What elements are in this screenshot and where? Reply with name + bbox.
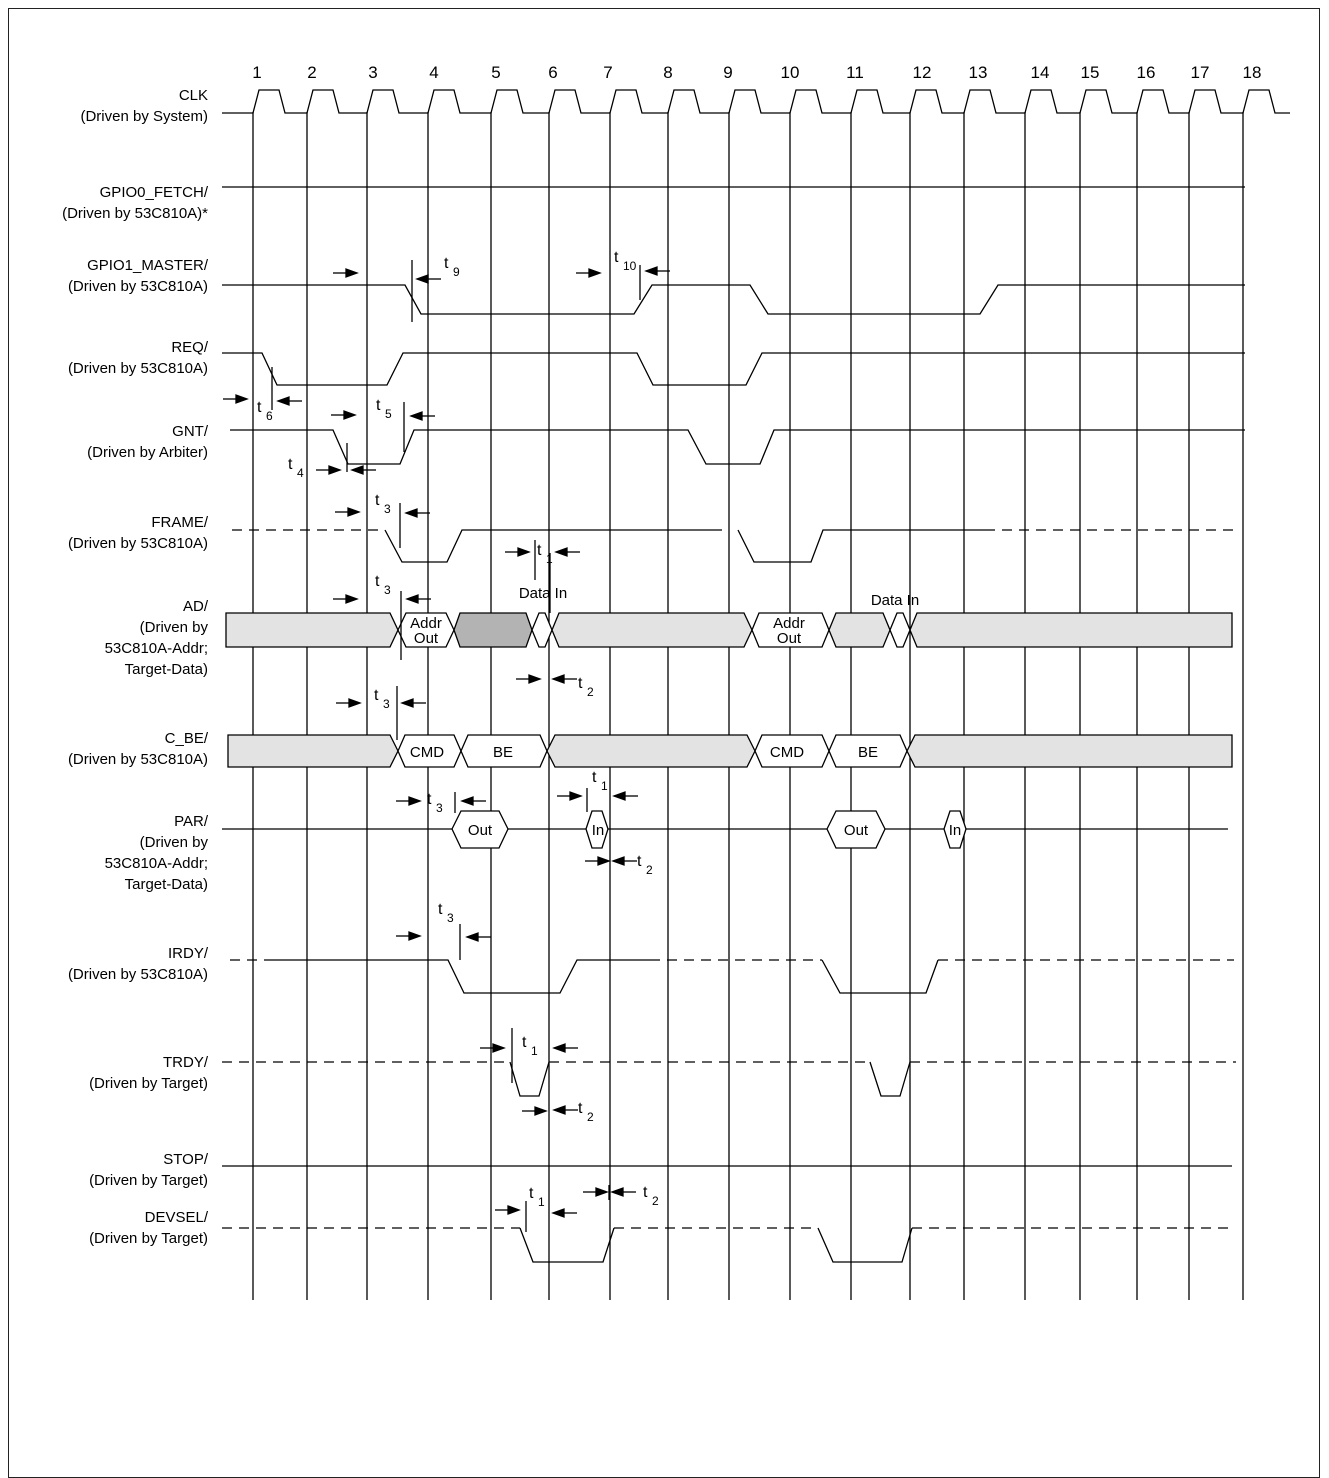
signal-label-devsel: DEVSEL/ xyxy=(144,1209,208,1226)
arrow-t1-par-out xyxy=(614,792,625,800)
ad-segment-post xyxy=(910,613,1232,647)
label-t1-trdy-sub: 1 xyxy=(531,1044,538,1058)
ad-data-in-label-1: Data In xyxy=(518,585,568,602)
arrow-t2-devsel-in xyxy=(596,1188,607,1196)
arrow-t9-in xyxy=(346,269,357,277)
label-t2-devsel-t: t xyxy=(643,1184,648,1201)
signal-sublabel-gpio0-0: (Driven by 53C810A)* xyxy=(62,205,208,222)
label-t3-frame-sub: 3 xyxy=(384,502,391,516)
devsel-waveform-1 xyxy=(520,1228,614,1262)
gnt-waveform xyxy=(230,430,1245,464)
signal-sublabel-trdy-0: (Driven by Target) xyxy=(89,1075,208,1092)
clock-number-13: 13 xyxy=(968,63,988,82)
clock-number-9: 9 xyxy=(723,63,733,82)
arrow-t3-ad-out xyxy=(407,595,418,603)
label-t1-par-t: t xyxy=(592,769,597,786)
devsel-waveform-2 xyxy=(818,1228,912,1262)
clock-number-6: 6 xyxy=(548,63,558,82)
arrow-t6-in xyxy=(236,395,247,403)
cbe-cmd-label-1: CMD xyxy=(409,744,445,761)
cbe-be-label-1: BE xyxy=(492,744,514,761)
arrow-t10-out xyxy=(646,267,657,275)
signal-sublabel-gnt-0: (Driven by Arbiter) xyxy=(87,444,208,461)
arrow-t5-out xyxy=(411,412,422,420)
clock-number-7: 7 xyxy=(603,63,613,82)
label-t9-sub: 9 xyxy=(453,265,460,279)
signal-sublabel-gpio1-0: (Driven by 53C810A) xyxy=(67,278,208,295)
arrow-t2-trdy-out xyxy=(554,1106,565,1114)
signal-label-trdy: TRDY/ xyxy=(163,1054,208,1071)
label-t6-t: t xyxy=(257,399,262,416)
label-t1-trdy-t: t xyxy=(522,1034,527,1051)
ad-segment-turnaround xyxy=(454,613,532,647)
clock-number-3: 3 xyxy=(368,63,378,82)
label-t6-sub: 6 xyxy=(266,409,273,423)
cbe-be-label-2: BE xyxy=(857,744,879,761)
clock-number-5: 5 xyxy=(491,63,501,82)
signal-label-ad: AD/ xyxy=(182,598,208,615)
cbe-segment-pre xyxy=(228,735,398,767)
clock-number-14: 14 xyxy=(1030,63,1050,82)
signal-sublabel-ad-1: 53C810A-Addr; xyxy=(104,640,208,657)
clock-number-16: 16 xyxy=(1136,63,1156,82)
arrow-t3-irdy-in xyxy=(409,932,420,940)
clock-number-12: 12 xyxy=(912,63,932,82)
label-t9-t: t xyxy=(444,255,449,272)
signal-label-clk: CLK xyxy=(178,87,208,104)
clock-number-4: 4 xyxy=(429,63,439,82)
signal-sublabel-req-0: (Driven by 53C810A) xyxy=(67,360,208,377)
signal-label-req: REQ/ xyxy=(171,339,208,356)
arrow-t3-par-in xyxy=(409,797,420,805)
arrow-t4-in xyxy=(329,466,340,474)
par-in-label-1: In xyxy=(591,822,605,839)
signal-label-gnt: GNT/ xyxy=(172,423,208,440)
label-t5-t: t xyxy=(376,397,381,414)
signal-label-par: PAR/ xyxy=(174,813,208,830)
label-t1-ad-t: t xyxy=(537,542,542,559)
arrow-t3-par-out xyxy=(462,797,473,805)
label-t3-par-sub: 3 xyxy=(436,801,443,815)
ad-segment-data-2 xyxy=(890,613,910,647)
arrow-t4-out xyxy=(352,466,363,474)
signal-sublabel-par-0: (Driven by xyxy=(139,834,208,851)
arrow-t1-devsel-out xyxy=(553,1209,564,1217)
ad-out-label-2: Out xyxy=(776,630,802,647)
clock-number-18: 18 xyxy=(1242,63,1262,82)
trdy-waveform-2 xyxy=(870,1062,910,1096)
label-t2-trdy-sub: 2 xyxy=(587,1110,594,1124)
arrow-t9-out xyxy=(417,275,428,283)
arrow-t3-frame-in xyxy=(348,508,359,516)
irdy-waveform-1 xyxy=(270,960,650,993)
signal-label-irdy: IRDY/ xyxy=(167,945,208,962)
signal-label-gpio1: GPIO1_MASTER/ xyxy=(87,257,208,274)
arrow-t2-ad-out xyxy=(553,675,564,683)
frame-waveform-1 xyxy=(385,530,722,562)
arrow-t1-devsel-in xyxy=(508,1206,519,1214)
irdy-waveform-2 xyxy=(822,960,938,993)
label-t3-irdy-sub: 3 xyxy=(447,911,454,925)
label-t3-cbe-t: t xyxy=(374,687,379,704)
label-t2-par-sub: 2 xyxy=(646,863,653,877)
arrow-t5-in xyxy=(344,411,355,419)
arrow-t3-irdy-out xyxy=(467,933,478,941)
signal-sublabel-cbe-0: (Driven by 53C810A) xyxy=(67,751,208,768)
arrow-t2-devsel-out xyxy=(612,1188,623,1196)
signal-label-gpio0: GPIO0_FETCH/ xyxy=(99,184,208,201)
label-t2-par-t: t xyxy=(637,853,642,870)
arrow-t10-in xyxy=(589,269,600,277)
label-t2-devsel-sub: 2 xyxy=(652,1194,659,1208)
cbe-segment-post xyxy=(907,735,1232,767)
arrow-t1-trdy-out xyxy=(554,1044,565,1052)
signal-sublabel-clk-0: (Driven by System) xyxy=(80,108,208,125)
gpio1-waveform xyxy=(222,285,1245,314)
signal-sublabel-frame-0: (Driven by 53C810A) xyxy=(67,535,208,552)
par-in-label-2: In xyxy=(948,822,962,839)
arrow-t3-frame-out xyxy=(406,509,417,517)
ad-out-label-1: Out xyxy=(413,630,439,647)
arrow-t2-par-out xyxy=(613,857,624,865)
par-out-label-1: Out xyxy=(467,822,493,839)
ad-segment-pre xyxy=(226,613,398,647)
arrow-t1-ad-out xyxy=(556,548,567,556)
arrow-t3-cbe-in xyxy=(349,699,360,707)
ad-segment-idle xyxy=(552,613,752,647)
label-t1-devsel-sub: 1 xyxy=(538,1195,545,1209)
signal-label-frame: FRAME/ xyxy=(151,514,208,531)
arrow-t2-ad-in xyxy=(529,675,540,683)
label-t2-ad-t: t xyxy=(578,675,583,692)
signal-sublabel-par-1: 53C810A-Addr; xyxy=(104,855,208,872)
clock-number-11: 11 xyxy=(846,63,864,82)
label-t1-ad-sub: 1 xyxy=(546,552,553,566)
clock-number-10: 10 xyxy=(780,63,800,82)
ad-data-in-label-2: Data In xyxy=(870,592,920,609)
signal-sublabel-ad-2: Target-Data) xyxy=(124,661,208,678)
clock-number-1: 1 xyxy=(252,63,262,82)
ad-segment-turnaround-2 xyxy=(829,613,890,647)
clock-number-2: 2 xyxy=(307,63,317,82)
label-t3-frame-t: t xyxy=(375,492,380,509)
arrow-t3-cbe-out xyxy=(402,699,413,707)
arrow-t1-trdy-in xyxy=(493,1044,504,1052)
label-t2-trdy-t: t xyxy=(578,1100,583,1117)
label-t3-irdy-t: t xyxy=(438,901,443,918)
label-t3-ad-sub: 3 xyxy=(384,583,391,597)
label-t4-sub: 4 xyxy=(297,466,304,480)
signal-sublabel-stop-0: (Driven by Target) xyxy=(89,1172,208,1189)
signal-sublabel-par-2: Target-Data) xyxy=(124,876,208,893)
frame-waveform-2 xyxy=(738,530,985,562)
arrow-t6-out xyxy=(278,397,289,405)
arrow-t1-par-in xyxy=(570,792,581,800)
clock-number-17: 17 xyxy=(1190,63,1210,82)
trdy-waveform-1 xyxy=(510,1062,549,1096)
signal-sublabel-ad-0: (Driven by xyxy=(139,619,208,636)
signal-label-cbe: C_BE/ xyxy=(164,730,208,747)
label-t3-par-t: t xyxy=(427,791,432,808)
label-t10-sub: 10 xyxy=(623,259,637,273)
cbe-segment-idle xyxy=(547,735,755,767)
label-t1-devsel-t: t xyxy=(529,1185,534,1202)
arrow-t1-ad-in xyxy=(518,548,529,556)
clock-number-15: 15 xyxy=(1080,63,1100,82)
ad-addr-label-2: Addr xyxy=(773,615,805,632)
label-t1-par-sub: 1 xyxy=(601,779,608,793)
signal-sublabel-devsel-0: (Driven by Target) xyxy=(89,1230,208,1247)
clock-number-8: 8 xyxy=(663,63,673,82)
arrow-t3-ad-in xyxy=(346,595,357,603)
cbe-cmd-label-2: CMD xyxy=(769,744,805,761)
label-t2-ad-sub: 2 xyxy=(587,685,594,699)
label-t5-sub: 5 xyxy=(385,407,392,421)
arrow-t2-par-in xyxy=(598,857,609,865)
label-t3-cbe-sub: 3 xyxy=(383,697,390,711)
label-t10-t: t xyxy=(614,249,619,266)
req-waveform xyxy=(222,353,1245,385)
arrow-t2-trdy-in xyxy=(535,1107,546,1115)
par-out-label-2: Out xyxy=(843,822,869,839)
label-t3-ad-t: t xyxy=(375,573,380,590)
ad-addr-label-1: Addr xyxy=(410,615,442,632)
clk-waveform xyxy=(222,90,1290,113)
signal-label-stop: STOP/ xyxy=(163,1151,208,1168)
label-t4-t: t xyxy=(288,456,293,473)
signal-sublabel-irdy-0: (Driven by 53C810A) xyxy=(67,966,208,983)
